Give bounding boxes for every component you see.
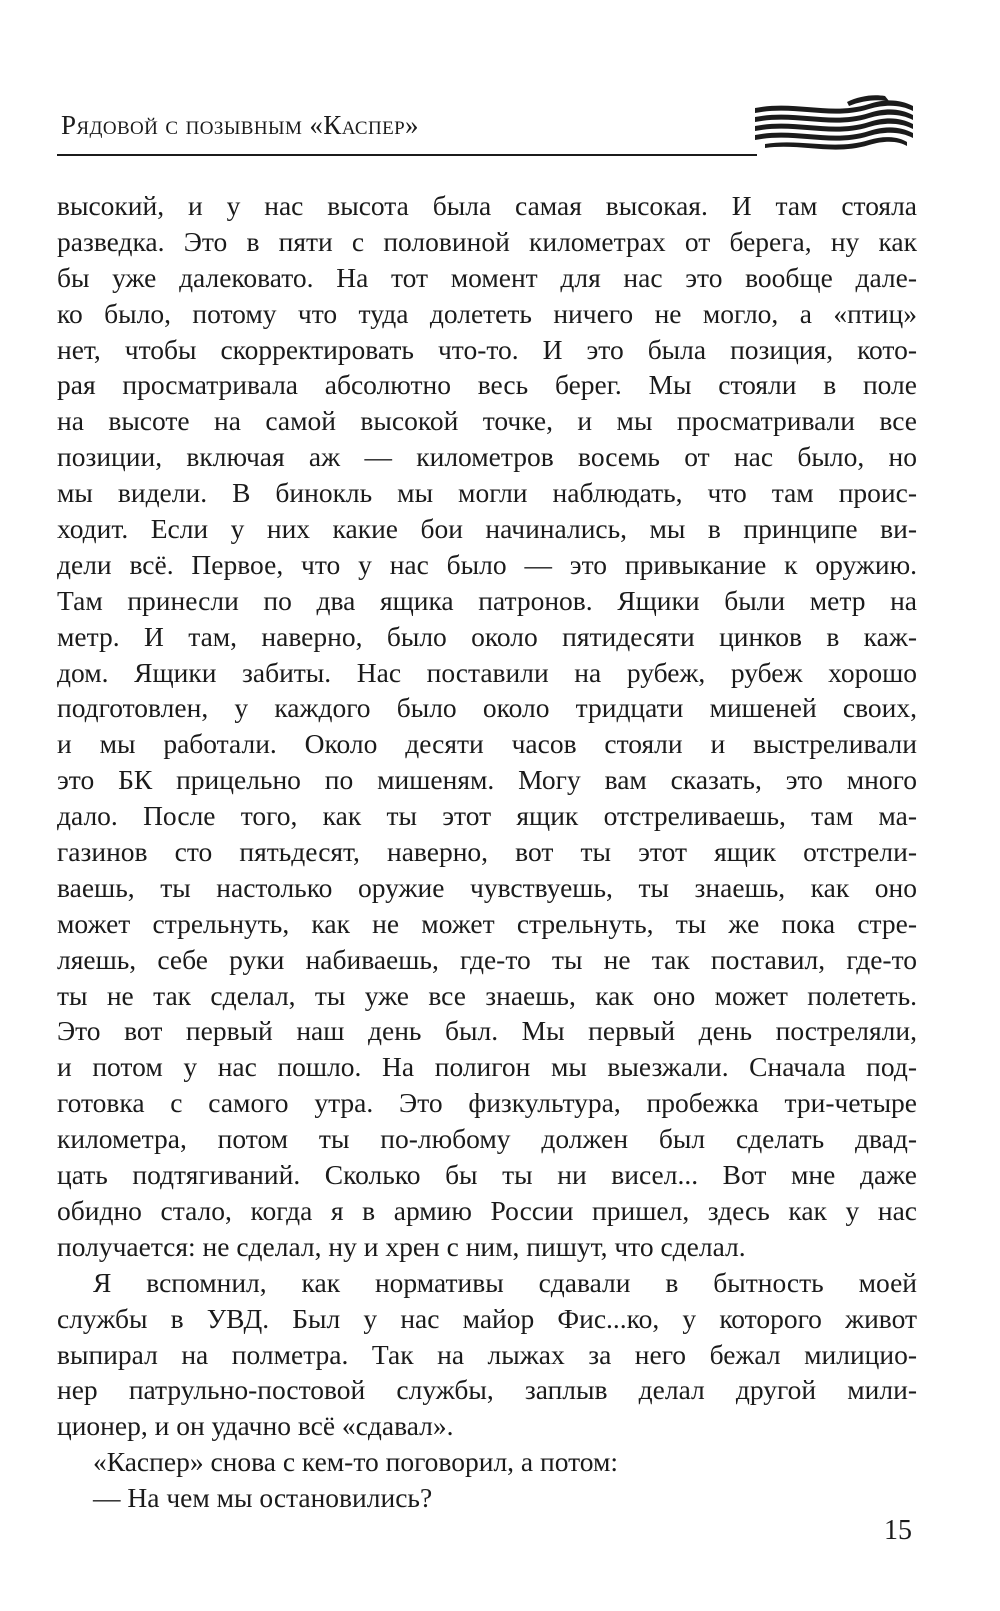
text-line: получается: не сделал, ну и хрен с ним, пишут, что сделал. <box>57 1230 746 1262</box>
text-line: нер патрульно-постовой службы, заплыв делал другой мили- <box>57 1374 917 1406</box>
running-title: Рядовой с позывным «Каспер» <box>61 110 419 140</box>
text-line: ты не так сделал, ты уже все знаешь, как оно может полететь. <box>57 979 917 1011</box>
text-line: и мы работали. Около десяти часов стояли и выстреливали <box>57 728 917 760</box>
text-line: газинов сто пятьдесят, наверно, вот ты этот ящик отстрели- <box>57 836 917 868</box>
text-line: километра, потом ты по-любому должен был сделать двад- <box>57 1123 917 1155</box>
running-header <box>57 92 917 162</box>
text-line: ходит. Если у них какие бои начинались, мы в принципе ви- <box>57 513 917 545</box>
text-line: это БК прицельно по мишеням. Могу вам сказать, это много <box>57 764 917 796</box>
header-rule <box>57 154 757 156</box>
text-line: бы уже далековато. На тот момент для нас это вообще дале- <box>57 261 917 293</box>
text-line: ваешь, ты настолько оружие чувствуешь, ты знаешь, как оно <box>57 871 917 903</box>
text-line: Я вспомнил, как нормативы сдавали в бытность моей <box>93 1266 917 1298</box>
text-line: обидно стало, когда я в армию России пришел, здесь как у нас <box>57 1194 917 1226</box>
text-line: «Каспер» снова с кем-то поговорил, а потом: <box>93 1446 619 1478</box>
body-text <box>57 188 917 1516</box>
text-line: на высоте на самой высокой точке, и мы просматривали все <box>57 405 917 437</box>
text-line: высокий, и у нас высота была самая высокая. И там стояла <box>57 190 917 221</box>
text-line: метр. И там, наверно, было около пятидесяти цинков в каж- <box>57 620 917 652</box>
text-line: Это вот первый наш день был. Мы первый день постреляли, <box>57 1015 917 1047</box>
text-line: дало. После того, как ты этот ящик отстреливаешь, там ма- <box>57 800 917 832</box>
text-line: разведка. Это в пяти с половиной километрах от берега, ну как <box>57 225 917 257</box>
text-line: службы в УВД. Был у нас майор Фис...ко, у которого живот <box>57 1302 917 1334</box>
text-line: ционер, и он удачно всё «сдавал». <box>57 1410 454 1442</box>
text-line: дели всё. Первое, что у нас было — это привыкание к оружию. <box>57 548 917 580</box>
text-line: цать подтягиваний. Сколько бы ты ни висел... Вот мне даже <box>57 1159 917 1191</box>
text-line: подготовлен, у каждого было около тридцати мишеней своих, <box>57 692 917 724</box>
text-line: позиции, включая аж — километров восемь от нас было, но <box>57 441 917 473</box>
striped-flag-icon <box>751 92 917 160</box>
text-line: мы видели. В бинокль мы могли наблюдать, что там проис- <box>57 477 917 509</box>
text-line: и потом у нас пошло. На полигон мы выезжали. Сначала под- <box>57 1051 917 1083</box>
text-line: дом. Ящики забиты. Нас поставили на рубеж, рубеж хорошо <box>57 656 917 688</box>
text-line: ляешь, себе руки набиваешь, где-то ты не так поставил, где-то <box>57 943 917 975</box>
text-line: ко было, потому что туда долететь ничего не могло, а «птиц» <box>57 297 917 329</box>
text-line: выпирал на полметра. Так на лыжах за него бежал милицио- <box>57 1338 917 1370</box>
text-line: рая просматривала абсолютно весь берег. Мы стояли в поле <box>57 369 917 401</box>
text-line: Там принесли по два ящика патронов. Ящики были метр на <box>57 584 917 616</box>
text-line: нет, чтобы скорректировать что-то. И это была позиция, кото- <box>57 333 917 365</box>
page-number: 15 <box>884 1515 912 1546</box>
text-line: — На чем мы остановились? <box>93 1482 433 1514</box>
text-line: может стрельнуть, как не может стрельнуть, ты же пока стре- <box>57 907 917 939</box>
text-line: готовка с самого утра. Это физкультура, пробежка три-четыре <box>57 1087 917 1119</box>
